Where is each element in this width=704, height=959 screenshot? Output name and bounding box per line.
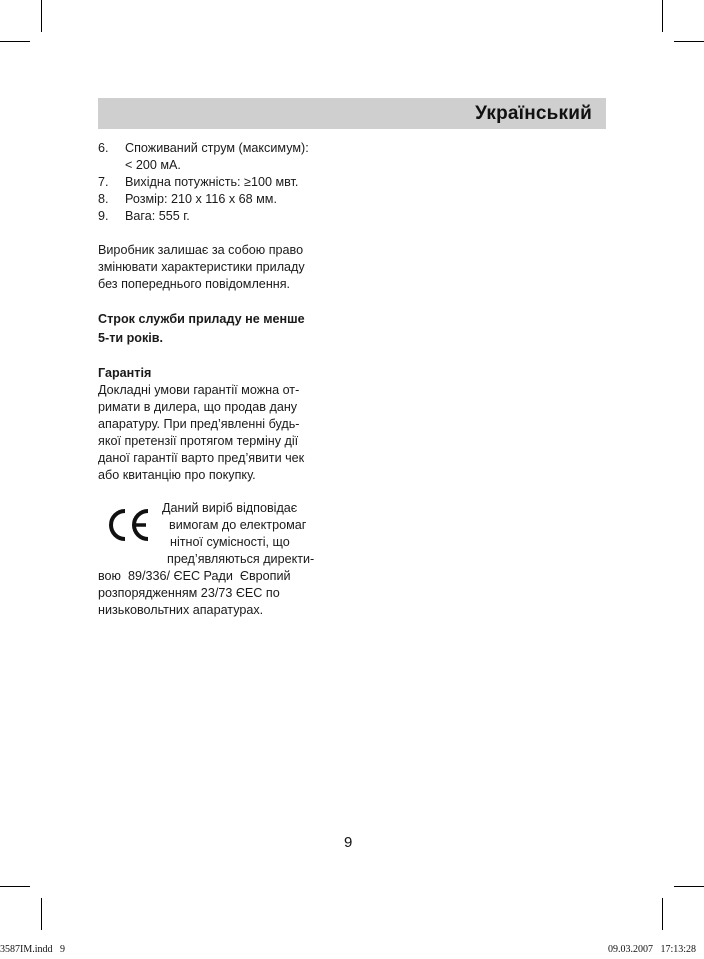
text-line: Докладні умови гарантії можна от- [98,383,300,397]
list-text: Вага: 555 г. [125,209,190,223]
list-number: 6. [98,141,109,155]
ce-compliance-block [98,500,343,568]
text-line: якої претензії протягом терміну дії [98,434,299,448]
text-line: змінювати характеристики приладу [98,260,305,274]
crop-mark [41,0,42,32]
text-line: Строк служби приладу не менше [98,312,305,326]
list-number: 9. [98,209,109,223]
footer-datetime: 09.03.2007 17:13:28 [607,944,696,955]
ce-text-line: пред’являються директи- [167,552,315,566]
language-title: Український [475,103,592,124]
list-text: Розмір: 210 х 116 х 68 мм. [125,192,277,206]
text-line: низьковольтних апаратурах. [98,603,264,617]
crop-mark [662,0,663,32]
text-line: вою 89/336/ ЄЕС Ради Європий [98,569,291,583]
text-line: апаратуру. При пред’явленні будь- [98,417,300,431]
ce-text-line: нітної сумісності, що [170,535,290,549]
text-line: розпорядженням 23/73 ЄЕС по [98,586,280,600]
list-number: 8. [98,192,109,206]
crop-mark [662,898,663,930]
list-number: 7. [98,175,109,189]
crop-mark [674,886,704,887]
text-line: 5-ти років. [98,331,164,345]
manufacturer-note [98,242,343,293]
crop-mark [41,898,42,930]
list-item [98,191,343,208]
spec-text: Споживаний струм (максимум): [125,141,309,155]
crop-mark [0,41,30,42]
list-item [98,174,343,191]
text-line: римати в дилера, що продав дану [98,400,298,414]
list-item [98,140,343,174]
ce-text-continued [98,568,343,619]
language-header-bar [98,98,606,129]
list-text: Вихідна потужність: ≥100 мвт. [125,175,299,189]
warranty-text [98,382,343,484]
ce-mark-icon [104,506,152,544]
crop-mark [0,886,30,887]
content-column [98,140,343,619]
ce-text-line: Даний виріб відповідає [162,501,298,515]
footer-file-name: 3587IM.indd 9 [0,944,65,955]
text-line: даної гарантії варто пред’явити чек [98,451,305,465]
text-line: Виробник залишає за собою право [98,243,304,257]
ce-text-line: вимогам до електромаг [169,518,307,532]
page-number: 9 [344,834,353,851]
warranty-heading: Гарантія [98,366,152,380]
text-line: без попереднього повідомлення. [98,277,291,291]
list-text [125,140,343,174]
spec-list [98,140,343,225]
service-life-note [98,310,343,348]
spec-text-continued: < 200 мА. [125,158,181,172]
text-line: або квитанцію про покупку. [98,468,256,482]
list-item [98,208,343,225]
crop-mark [674,41,704,42]
